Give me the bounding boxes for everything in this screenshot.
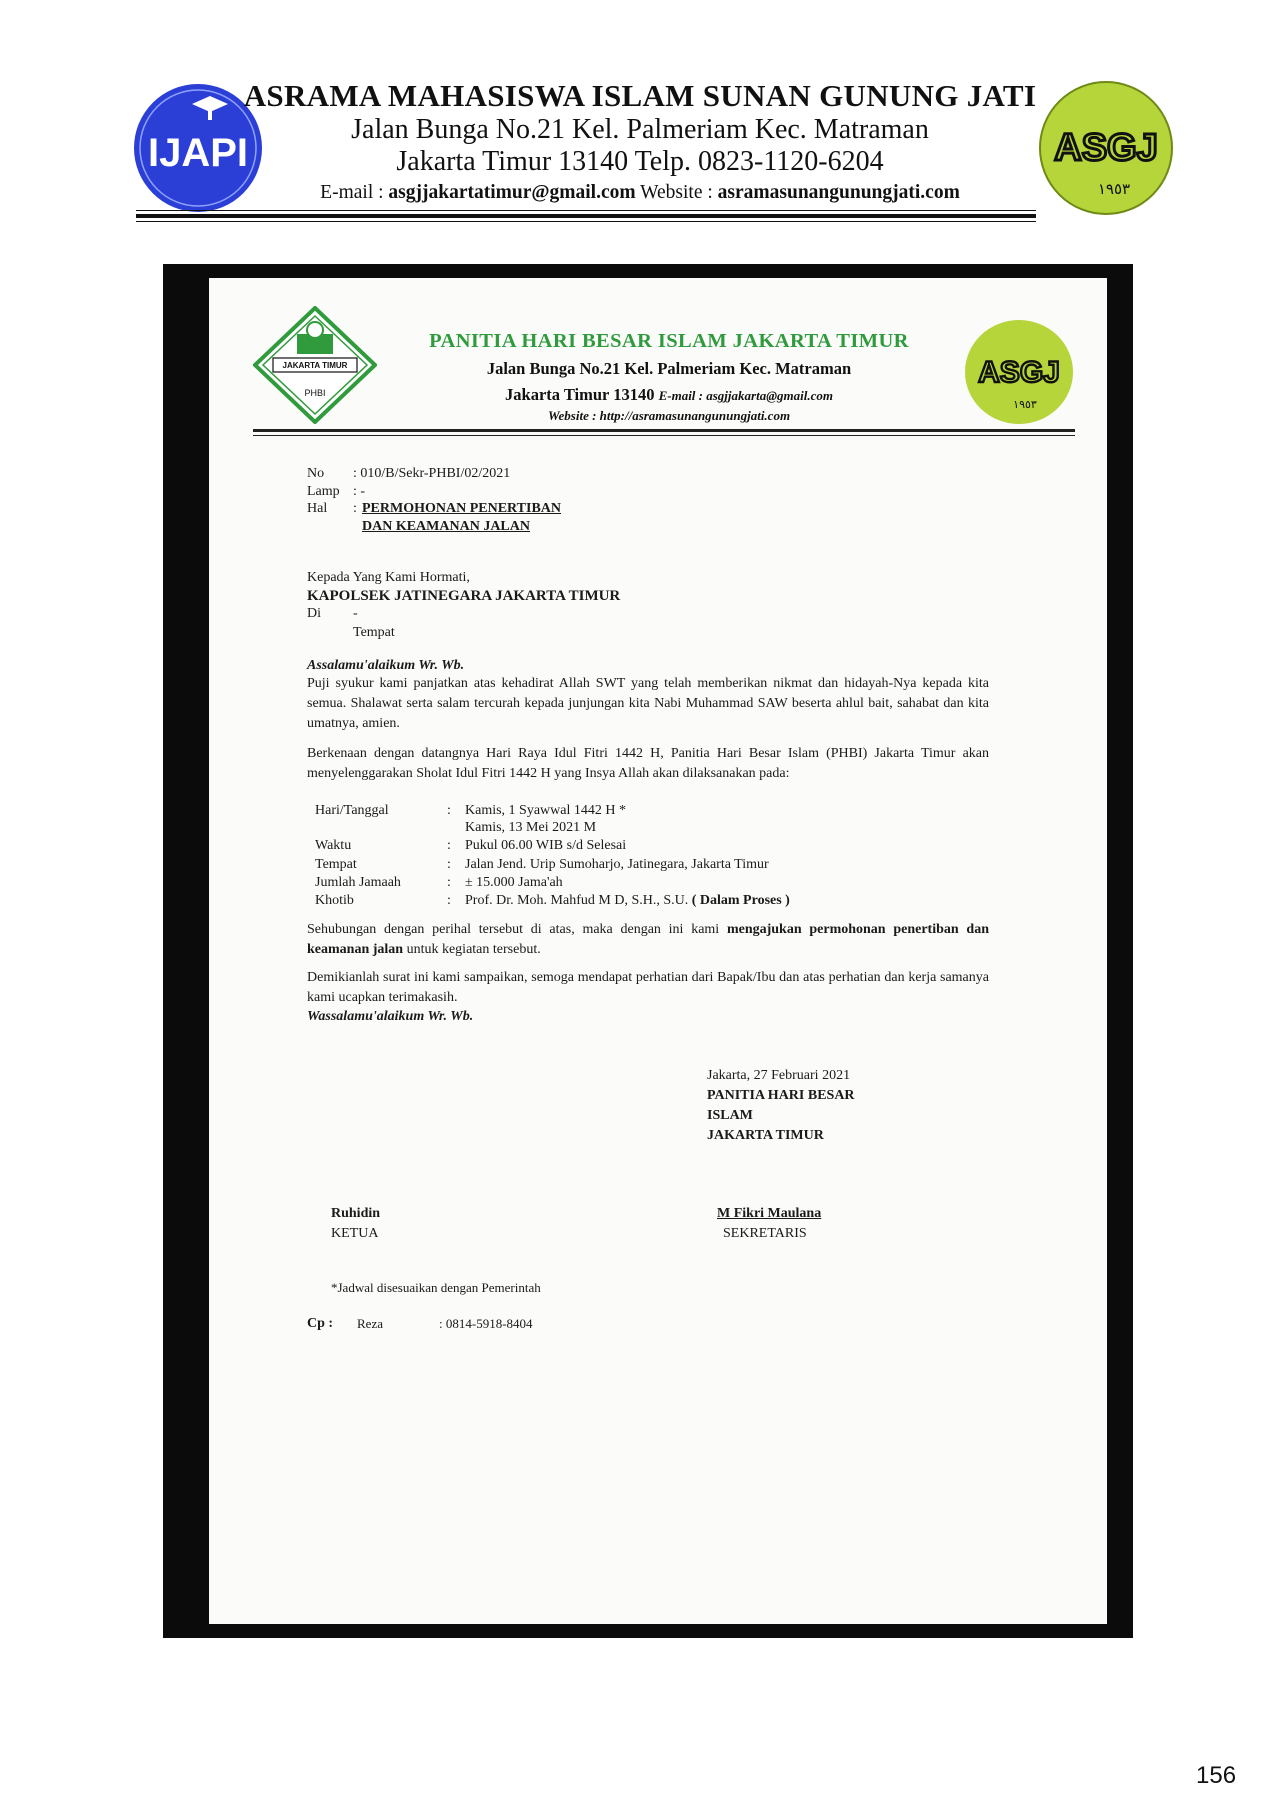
detail-label-5: Khotib — [315, 893, 354, 908]
recipient-di-label: Di — [307, 606, 321, 621]
khotib-name: Prof. Dr. Moh. Mahfud M D, S.H., S.U. — [465, 893, 689, 908]
closing-salam: Wassalamu'alaikum Wr. Wb. — [307, 1009, 474, 1024]
svg-text:١٩٥٣: ١٩٥٣ — [1097, 180, 1131, 198]
institution-title: ASRAMA MAHASISWA ISLAM SUNAN GUNUNG JATI — [243, 78, 1037, 113]
detail-label-0: Hari/Tanggal — [315, 803, 389, 818]
svg-text:PHBI: PHBI — [304, 388, 326, 398]
detail-value-5 — [465, 891, 790, 911]
ref-hal-value-1: PERMOHONAN PENERTIBAN — [362, 501, 562, 516]
detail-value-2: Pukul 06.00 WIB s/d Selesai — [465, 838, 627, 853]
letter-photo — [163, 264, 1133, 1638]
header-rule-thin-2 — [136, 221, 1036, 222]
paragraph-1: Puji syukur kami panjatkan atas kehadirat Allah SWT yang telah memberikan nikmat dan hidayah-Nya kepada kita semua. Shalawat serta salam tercurah kepada junjungan kita Nabi Muhammad SAW beserta ahlul bait, sahabat dan kita umatnya, amien. — [307, 676, 989, 731]
svg-text:JAKARTA TIMUR: JAKARTA TIMUR — [282, 361, 348, 370]
ref-hal-colon: : — [353, 501, 357, 516]
detail-colon-4: : — [447, 875, 451, 890]
detail-value-4: ± 15.000 Jama'ah — [465, 875, 563, 890]
ref-no-value: : 010/B/Sekr-PHBI/02/2021 — [353, 466, 511, 481]
header-rule-thick — [136, 214, 1036, 218]
detail-colon-3: : — [447, 857, 451, 872]
footnote: *Jadwal disesuaikan dengan Pemerintah — [331, 1280, 541, 1295]
header-rule-thin — [136, 210, 1036, 211]
paragraph-3-bold: mengajukan permohonan penertiban dan keamanan jalan — [307, 922, 989, 957]
recipient-name: KAPOLSEK JATINEGARA JAKARTA TIMUR — [307, 588, 621, 604]
contact-line — [240, 182, 1040, 204]
letterhead-rule-thin — [253, 435, 1075, 436]
ref-lamp-value: : - — [353, 484, 366, 499]
letterhead-rule-thick — [253, 429, 1075, 432]
paragraph-3-start: Sehubungan dengan perihal tersebut di atas, maka dengan ini kami — [307, 922, 727, 937]
page-number: 156 — [1196, 1762, 1237, 1789]
signer-left-role: KETUA — [331, 1226, 379, 1241]
letterhead-address-1: Jalan Bunga No.21 Kel. Palmeriam Kec. Matraman — [486, 359, 852, 378]
sign-org-2: ISLAM — [707, 1108, 753, 1123]
detail-label-3: Tempat — [315, 857, 357, 872]
cp-name: Reza — [357, 1316, 383, 1331]
khotib-status: ( Dalam Proses ) — [691, 893, 790, 908]
detail-label-4: Jumlah Jamaah — [315, 875, 401, 890]
ref-hal-label: Hal — [307, 501, 328, 516]
letterhead-website: Website : http://asramasunangunungjati.com — [547, 408, 791, 423]
detail-label-2: Waktu — [315, 838, 352, 853]
cp-label: Cp : — [307, 1316, 334, 1331]
asgj-logo — [1036, 78, 1176, 218]
opening-salam: Assalamu'alaikum Wr. Wb. — [307, 658, 465, 673]
letterhead-title: PANITIA HARI BESAR ISLAM JAKARTA TIMUR — [429, 330, 909, 352]
email-label: E-mail : — [320, 182, 384, 203]
svg-text:ASGJ: ASGJ — [1054, 127, 1158, 169]
paragraph-2: Berkenaan dengan datangnya Hari Raya Idul Fitri 1442 H, Panitia Hari Besar Islam (PHBI) Jakarta Timur akan menyelenggarakan Sholat Idul Fitri 1442 H yang Insya Allah akan dilaksanakan pada: — [307, 746, 989, 781]
detail-value-3: Jalan Jend. Urip Sumoharjo, Jatinegara, Jakarta Timur — [465, 857, 769, 872]
sign-org-1: PANITIA HARI BESAR — [707, 1088, 855, 1103]
letterhead-city: Jakarta Timur 13140 — [505, 385, 655, 404]
svg-text:IJAPI: IJAPI — [147, 131, 249, 175]
recipient-place: Tempat — [353, 625, 395, 640]
address-line-1: Jalan Bunga No.21 Kel. Palmeriam Kec. Matraman — [351, 114, 929, 145]
paragraph-3-end: untuk kegiatan tersebut. — [403, 942, 541, 957]
letterhead-email: E-mail : asgjjakarta@gmail.com — [658, 388, 833, 403]
signer-left-name: Ruhidin — [331, 1206, 381, 1221]
ref-lamp-label: Lamp — [307, 484, 340, 499]
recipient-di-dash: - — [353, 606, 358, 621]
detail-value-0: Kamis, 1 Syawwal 1442 H * — [465, 803, 626, 818]
detail-colon-5: : — [447, 893, 451, 908]
recipient-greeting: Kepada Yang Kami Hormati, — [307, 570, 470, 585]
cp-phone: : 0814-5918-8404 — [439, 1316, 533, 1331]
svg-text:١٩٥٣: ١٩٥٣ — [1013, 398, 1037, 411]
website-label: Website : — [640, 182, 713, 203]
detail-value-1: Kamis, 13 Mei 2021 M — [465, 820, 597, 835]
email-value: asgjjakartatimur@gmail.com — [388, 182, 636, 203]
ref-hal-value-2: DAN KEAMANAN JALAN — [362, 519, 530, 534]
sign-org-3: JAKARTA TIMUR — [707, 1128, 824, 1143]
detail-colon-2: : — [447, 838, 451, 853]
address-line-2: Jakarta Timur 13140 Telp. 0823-1120-6204 — [396, 146, 884, 177]
asgj-logo-small — [963, 318, 1075, 426]
ref-no-label: No — [307, 466, 325, 481]
letterhead-address-2 — [359, 385, 979, 405]
signer-right-role: SEKRETARIS — [723, 1226, 807, 1241]
website-value: asramasunangunungjati.com — [717, 182, 960, 203]
detail-colon-0: : — [447, 803, 451, 818]
paragraph-4: Demikianlah surat ini kami sampaikan, semoga mendapat perhatian dari Bapak/Ibu dan atas perhatian dan kerja samanya kami ucapkan terimakasih. — [307, 970, 989, 1005]
letter-paper — [209, 278, 1107, 1624]
signer-right-name: M Fikri Maulana — [717, 1206, 822, 1221]
sign-place-date: Jakarta, 27 Februari 2021 — [707, 1068, 851, 1083]
svg-text:ASGJ: ASGJ — [978, 356, 1060, 389]
paragraph-3 — [307, 920, 989, 960]
